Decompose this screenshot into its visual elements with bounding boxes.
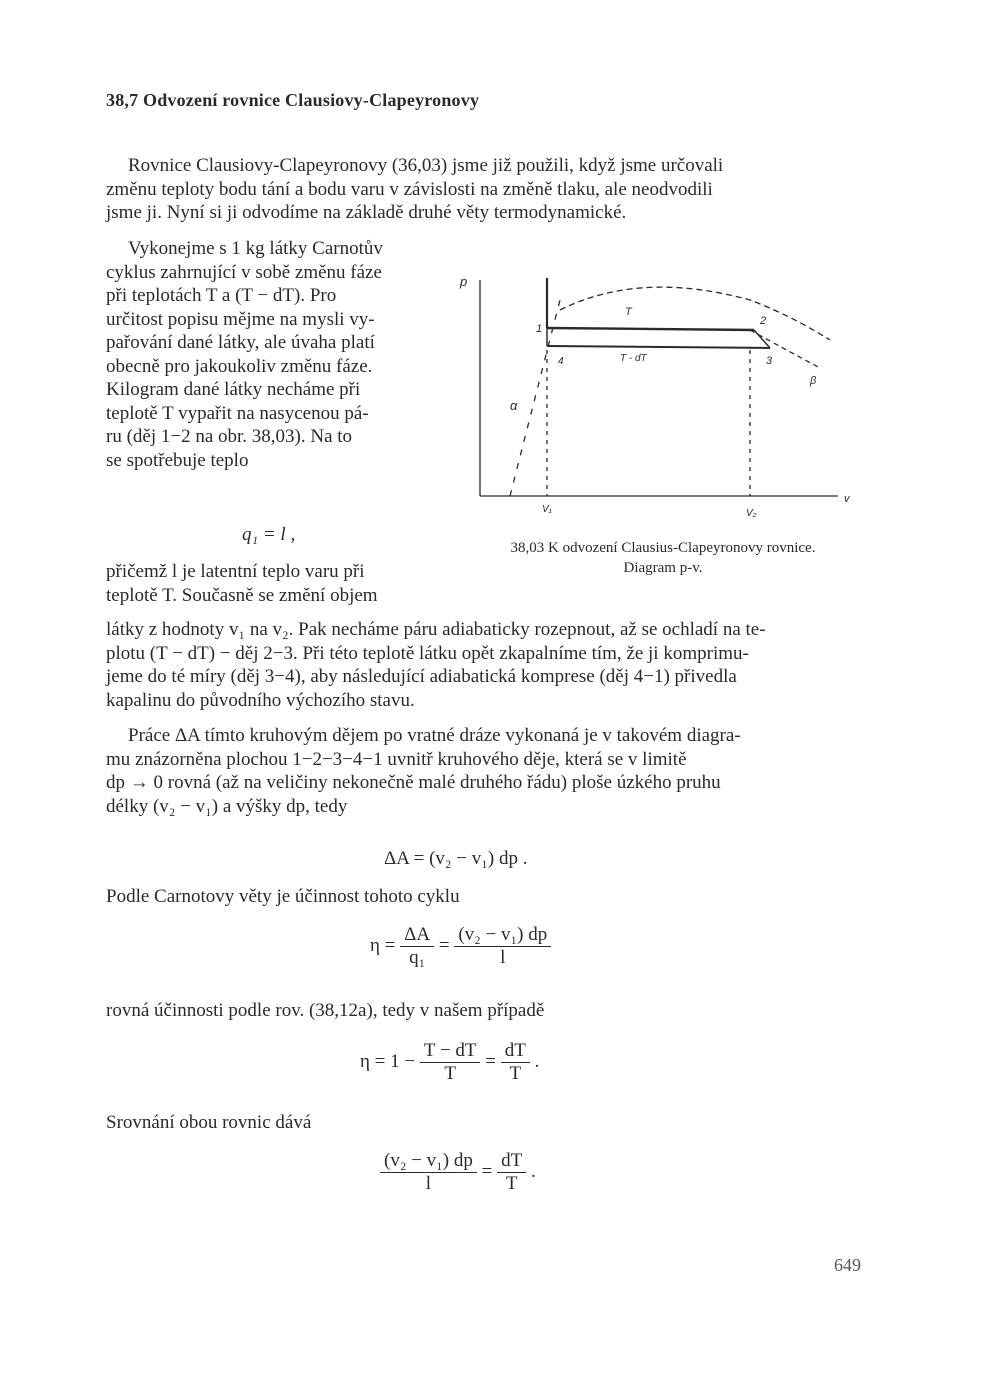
text-line: přičemž l je latentní teplo varu při [106,561,365,582]
paragraph-carnot-cycle [106,237,446,472]
paragraph-intro [106,154,874,225]
section-heading: 38,7 Odvození rovnice Clausiovy-Clapeyronovy [106,90,480,110]
label-v1: V₁ [542,504,552,515]
fraction [380,1150,477,1195]
text-line: pařování dané látky, ale úvaha platí [106,332,375,353]
numerator: dT [501,1040,530,1063]
denominator: l [425,1173,432,1194]
numerator: T − dT [420,1040,481,1063]
eq-period: . [534,1050,540,1072]
paragraph-work [106,724,866,818]
numerator: dT [497,1150,526,1173]
eq-equals: = [485,1050,496,1072]
text-line: Práce ΔA tímto kruhovým dějem po vratné dráze vykonaná je v takovém diagra- [128,725,741,746]
text-line: Kilogram dané látky necháme při [106,379,361,400]
fraction [454,924,551,969]
text-line: Rovnice Clausiovy-Clapeyronovy (36,03) jsme již použili, když jsme určovali [128,155,724,176]
numerator: (v₂ − v₁) dp [380,1150,477,1173]
page-number: 649 [834,1255,861,1275]
text-line: mu znázorněna plochou 1−2−3−4−1 uvnitř kruhového děje, která se v limitě [106,748,687,770]
fraction [501,1040,530,1085]
equation-carnot-efficiency [360,1040,539,1085]
label-beta: β [810,375,817,387]
text-comparison: Srovnání obou rovnic dává [106,1112,312,1133]
numerator: ΔA [400,924,434,947]
text-line: délky (v₂ − v₁) a výšky dp, tedy [106,795,348,817]
text-line: ru (děj 1−2 na obr. 38,03). Na to [106,426,353,447]
text-line: při teplotách T a (T − dT). Pro [106,285,337,306]
equation-efficiency [370,924,551,969]
denominator: T [444,1063,456,1084]
axis-label-p: p [460,274,468,289]
text-line: určitost popisu mějme na mysli vy- [106,308,375,330]
eq-equals: = [481,1160,493,1182]
paragraph-latent-heat [106,560,442,607]
text-carnot-theorem: Podle Carnotovy věty je účinnost tohoto cyklu [106,886,460,907]
text-line: teplotě T vypařit na nasycenou pá- [106,402,369,424]
denominator: l [500,947,506,968]
point-4: 4 [558,356,564,367]
text-line: látky z hodnoty v₁ na v₂. Pak necháme páru adiabaticky rozepnout, až se ochladí na te- [106,619,766,640]
axis-label-v: v [844,493,850,505]
text-line: cyklus zahrnující v sobě změnu fáze [106,261,382,283]
equation-q1: q₁ = l , [242,524,296,545]
fraction [400,924,434,969]
text-line: změnu teploty bodu tání a bodu varu v závislosti na změně tlaku, ale neodvodili [106,178,713,200]
alpha-line [510,300,560,496]
denominator: q₁ [409,947,426,968]
label-T-dT: T - dT [620,353,647,364]
figure-caption: 38,03 K odvození Clausius-Clapeyronovy rovnice. Diagram p-v. [510,540,816,576]
text-line: jsme ji. Nyní si ji odvodíme na základě druhé věty termodynamické. [106,202,627,223]
numerator: (v₂ − v₁) dp [454,924,551,947]
eq-lhs: η = [370,934,396,956]
beta-curve [750,330,820,368]
fraction [420,1040,481,1085]
eq-period: . [530,1160,536,1182]
text-line: obecně pro jakoukoliv změnu fáze. [106,355,373,377]
label-T: T [625,306,632,318]
equation-work: ΔA = (v₂ − v₁) dp . [384,848,528,869]
text-line: Vykonejme s 1 kg látky Carnotův [128,238,383,259]
text-efficiency-ref: rovná účinnosti podle rov. (38,12a), tedy v našem případě [106,1000,545,1021]
fraction [497,1150,526,1195]
pv-diagram [450,260,870,530]
text-line: kapalinu do původního výchozího stavu. [106,689,415,711]
text-line: dp → 0 rovná (až na veličiny nekonečně malé druhého řádu) ploše úzkého pruhu [106,772,721,793]
denominator: T [509,1063,522,1084]
text-line: teplotě T. Současně se změní objem [106,584,378,606]
text-line: plotu (T − dT) − děj 2−3. Při této teplotě látku opět zkapalníme tím, že ji komprimu- [106,642,749,664]
equation-result [380,1150,536,1195]
eq-lhs: η = 1 − [360,1050,416,1072]
saturation-curve [560,287,830,340]
text-line: jeme do té míry (děj 3−4), aby následující adiabatická komprese (děj 4−1) přivedla [106,666,737,687]
eq-equals: = [438,934,450,956]
label-alpha: α [510,398,518,413]
isotherm-T [547,328,754,330]
paragraph-adiabatic [106,618,866,712]
point-3: 3 [766,355,773,367]
isotherm-T-dT [547,346,770,348]
denominator: T [505,1173,518,1194]
point-2: 2 [760,315,767,327]
point-1: 1 [536,323,543,335]
label-v2: V₂ [746,508,757,519]
text-line: se spotřebuje teplo [106,449,249,471]
